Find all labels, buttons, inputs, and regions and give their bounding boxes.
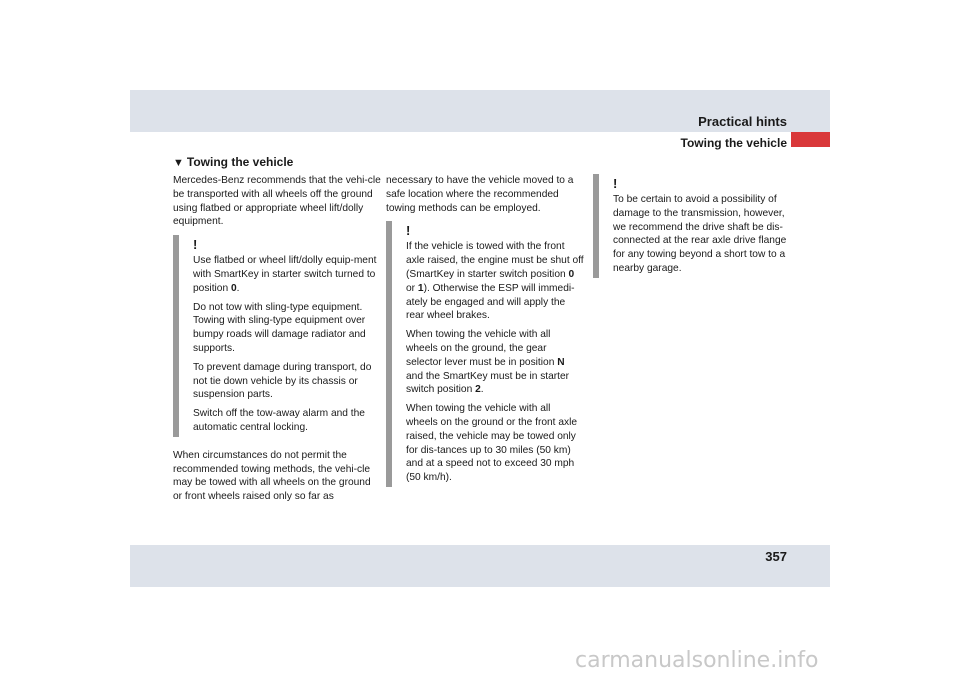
warning-1-paragraph-3: To prevent damage during transport, do not tie down vehicle by its chassis or suspension parts.	[193, 361, 372, 401]
page-number: 357	[765, 549, 787, 564]
warning-2-paragraph-1: If the vehicle is towed with the front axle raised, the engine must be shut off (SmartKey in starter switch position 0 or 1). Otherwise the ESP will immedi-ately be engaged and will apply the rear wheel brakes.	[406, 241, 584, 322]
page-heading	[173, 155, 293, 169]
subsection-title: Towing the vehicle	[680, 136, 787, 150]
watermark: carmanualsonline.info	[575, 648, 819, 673]
section-title: Practical hints	[698, 114, 787, 129]
warning-box-3	[593, 174, 793, 278]
warning-1-paragraph-2: Do not tow with sling-type equipment. Towing with sling-type equipment over bumpy roads will damage radiator and supports.	[193, 301, 366, 354]
circumstances-paragraph: When circumstances do not permit the recommended towing methods, the vehi-cle may be towed with all wheels on the ground or front wheels raised only so far as	[173, 449, 371, 503]
warning-box-1	[173, 235, 381, 437]
triangle-down-icon: ▼	[173, 157, 184, 169]
warning-box-2	[386, 221, 584, 487]
intro-paragraph: Mercedes-Benz recommends that the vehi-cle be transported with all wheels off the ground using flatbed or appropriate wheel lift/dolly equipment.	[173, 175, 381, 228]
column-1	[173, 174, 381, 510]
column-2	[386, 174, 584, 499]
footer-band	[130, 545, 830, 587]
warning-1-paragraph-1: Use flatbed or wheel lift/dolly equip-ment with SmartKey in starter switch turned to position 0.	[193, 255, 377, 294]
warning-2-paragraph-2: When towing the vehicle with all wheels on the ground, the gear selector lever must be in position N and the SmartKey must be in starter switch position 2.	[406, 329, 570, 396]
exclamation-icon: !	[613, 176, 618, 191]
warning-1-paragraph-4: Switch off the tow-away alarm and the automatic central locking.	[193, 408, 365, 433]
exclamation-icon: !	[406, 223, 411, 239]
column-3	[593, 174, 793, 290]
heading-text: Towing the vehicle	[186, 155, 294, 169]
section-tab-marker	[791, 132, 830, 147]
warning-2-paragraph-3: When towing the vehicle with all wheels on the ground or the front axle raised, the vehicle may be towed only for dis-tances up to 30 miles (50 km) and at a speed not to exceed 30 mph (50 km/h).	[406, 403, 578, 484]
warning-3-paragraph-1: To be certain to avoid a possibility of damage to the transmission, however, we recommend the drive shaft be dis-connected at the rear axle drive flange for any towing beyond a short tow to a nearby garage.	[613, 194, 787, 274]
continuation-paragraph: necessary to have the vehicle moved to a safe location where the recommended towing methods can be employed.	[386, 175, 574, 214]
exclamation-icon: !	[193, 237, 198, 253]
